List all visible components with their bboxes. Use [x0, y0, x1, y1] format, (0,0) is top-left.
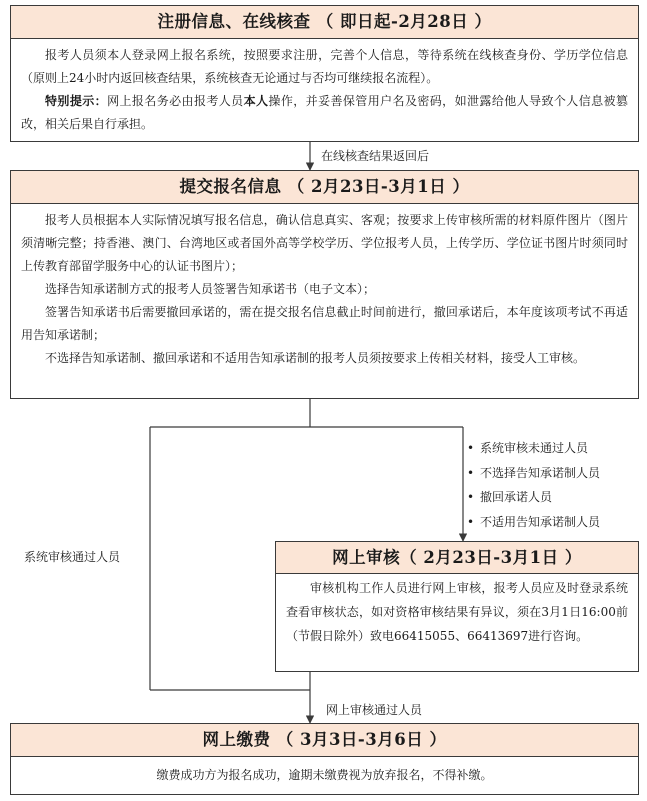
stage-submit-info [10, 170, 639, 399]
special-notice-emphasis: 本人 [243, 94, 269, 108]
review-instructions: 审核机构工作人员进行网上审核，报考人员应及时登录系统查看审核状态，如对资格审核结果有异议，须在3月1日16:00前（节假日除外）致电66415055、66413697进行咨询。 [286, 581, 628, 643]
register-instructions: 报考人员须本人登录网上报名系统，按照要求注册，完善个人信息，等待系统在线核查身份、学历学位信息（原则上24小时内返回核查结果，系统核查无论通过与否均可继续报名流程）。 [21, 48, 628, 85]
stage-online-payment-title: 网上缴费 （ 3月3日-3月6日 ） [11, 724, 638, 757]
payment-note: 缴费成功方为报名成功，逾期未缴费视为放弃报名，不得补缴。 [156, 768, 493, 782]
submit-paragraph-4: 不选择告知承诺制、撤回承诺和不适用告知承诺制的报考人员须按要求上传相关材料，接受人工审核。 [45, 351, 586, 365]
stage-online-payment-body [11, 757, 638, 787]
edge-label-check-returned: 在线核查结果返回后 [321, 149, 430, 163]
condition-item: • 不适用告知承诺制人员 [467, 510, 600, 535]
edge-label-review-passed: 网上审核通过人员 [326, 703, 423, 717]
condition-item: • 撤回承诺人员 [467, 485, 600, 510]
stage-submit-info-body [11, 204, 638, 370]
submit-paragraph-1: 报考人员根据本人实际情况填写报名信息，确认信息真实、客观；按要求上传审核所需的材料原件图片（图片须清晰完整；持香港、澳门、台湾地区或者国外高等学校学历、学位报考人员，上传学历、学位证书图片时须同时上传教育部留学服务中心的认证书图片）； [21, 213, 628, 273]
stage-online-review [275, 541, 639, 672]
stage-submit-info-title: 提交报名信息 （ 2月23日-3月1日 ） [11, 171, 638, 204]
edge-label-system-passed: 系统审核通过人员 [24, 550, 121, 564]
stage-online-payment [10, 723, 639, 795]
submit-paragraph-2: 选择告知承诺制方式的报考人员签署告知承诺书（电子文本）； [45, 282, 376, 296]
stage-online-review-body [276, 574, 638, 648]
special-notice-text-a: 网上报名务必由报考人员 [107, 94, 244, 108]
stage-register-check [10, 5, 639, 142]
special-notice-label: 特别提示： [45, 94, 108, 108]
special-notice-text-b: 操作，并妥善保管用户名及密码，如泄露给他人导致个人信息被篡改，相关后果自行承担。 [21, 94, 628, 131]
submit-paragraph-3: 签署告知承诺书后需要撤回承诺的，需在提交报名信息截止时间前进行，撤回承诺后，本年度该项考试不再适用告知承诺制； [21, 305, 628, 342]
stage-register-check-title: 注册信息、在线核查 （ 即日起-2月28日 ） [11, 6, 638, 39]
stage-online-review-title: 网上审核（ 2月23日-3月1日 ） [276, 542, 638, 574]
special-notice [21, 90, 628, 136]
stage-register-check-body [11, 39, 638, 136]
condition-item: • 不选择告知承诺制人员 [467, 461, 600, 486]
manual-review-conditions [467, 436, 600, 535]
condition-item: • 系统审核未通过人员 [467, 436, 600, 461]
